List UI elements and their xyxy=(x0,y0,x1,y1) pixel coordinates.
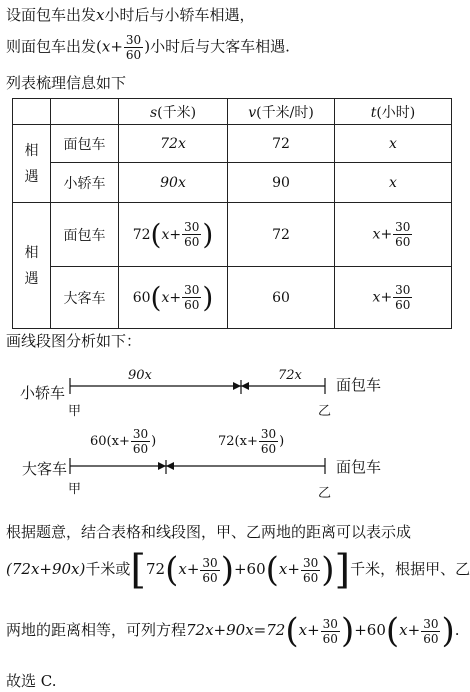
arrow-right-icon xyxy=(158,462,166,470)
cell-s: 90x xyxy=(119,163,228,203)
denominator: 60 xyxy=(423,631,439,646)
coef: 60 xyxy=(246,560,266,578)
paren-close: ) xyxy=(279,434,285,449)
diagram-intro: 画线段图分析如下： xyxy=(6,332,142,350)
numerator: 30 xyxy=(322,616,338,631)
plus-sign: + xyxy=(380,226,393,243)
paren-close: ) xyxy=(220,550,234,590)
cell-s xyxy=(119,267,228,329)
variable-x: x xyxy=(372,226,381,243)
plus-sign: + xyxy=(380,289,393,306)
cell-t xyxy=(335,203,452,267)
denominator: 60 xyxy=(184,298,200,312)
denominator: 60 xyxy=(395,298,411,312)
period: . xyxy=(454,621,460,639)
plus-sign: + xyxy=(407,621,421,639)
coef: 72 xyxy=(132,226,151,243)
fraction xyxy=(421,618,440,645)
bracket-close: ] xyxy=(334,547,351,593)
diagram1-right-label: 面包车 xyxy=(336,376,382,394)
table-header-row xyxy=(13,99,452,125)
paren-open: ( xyxy=(385,611,400,651)
plus-sign: + xyxy=(287,560,300,578)
group-label-1 xyxy=(13,125,51,203)
answer-line: 故选 C. xyxy=(6,672,57,690)
paren-open: ( xyxy=(150,280,162,314)
paren-open: ( xyxy=(265,550,279,590)
header-t-unit: (小时) xyxy=(376,104,416,121)
segment-expr: 72(x+ xyxy=(218,434,258,449)
cell-t: x xyxy=(335,125,452,163)
row-name: 大客车 xyxy=(51,267,119,329)
header-s-unit: (千米) xyxy=(157,104,197,121)
group-label-text: 相 遇 xyxy=(24,142,39,185)
numerator: 30 xyxy=(202,555,218,570)
conclusion-para-1: 根据题意，结合表格和线段图，甲、乙两地的距离可以表示成 xyxy=(6,523,412,541)
variable-x: x xyxy=(399,621,408,639)
row-name: 小轿车 xyxy=(51,163,119,203)
denominator: 60 xyxy=(132,442,149,456)
diagram2-start-label: 甲 xyxy=(68,482,82,497)
paren-close: ) xyxy=(202,280,214,314)
intro-line-1 xyxy=(6,4,255,25)
paren-open: ( xyxy=(150,217,162,251)
fraction xyxy=(321,618,340,645)
diagram1-left-label: 小轿车 xyxy=(20,384,66,402)
numerator: 30 xyxy=(395,220,411,234)
denominator: 60 xyxy=(260,442,277,456)
variable-x: x xyxy=(161,226,170,243)
diagram2-end-label: 乙 xyxy=(318,486,332,501)
cell-v: 90 xyxy=(228,163,335,203)
intro2-text-end: 小时后与大客车相遇. xyxy=(150,37,290,56)
row-name: 面包车 xyxy=(51,203,119,267)
conclusion-para-3 xyxy=(6,611,460,651)
paren-close: ) xyxy=(202,217,214,251)
group-label-text: 相 遇 xyxy=(24,244,39,287)
segment-label-90x: 90x xyxy=(128,368,152,383)
cell-v: 72 xyxy=(228,125,335,163)
diagram1-start-label: 甲 xyxy=(68,404,82,419)
conclusion-para-2 xyxy=(6,547,470,593)
paren-close: ) xyxy=(151,434,157,449)
plus-sign: + xyxy=(169,226,182,243)
table-row xyxy=(13,203,452,267)
fraction xyxy=(393,221,412,248)
plus-sign: + xyxy=(354,621,367,639)
arrow-left-icon xyxy=(166,462,174,470)
header-t-var: t xyxy=(370,104,377,121)
numerator: 30 xyxy=(184,220,200,234)
paren-close: ) xyxy=(340,611,355,651)
denominator: 60 xyxy=(202,570,218,585)
para2-end: 千米，根据甲、乙 xyxy=(350,560,470,578)
denominator: 60 xyxy=(184,235,200,249)
paren-close: ) xyxy=(321,550,335,590)
table-row xyxy=(13,163,452,203)
coef: 60 xyxy=(132,289,151,306)
numerator: 30 xyxy=(184,283,200,297)
denominator: 60 xyxy=(302,570,319,585)
cell-v: 60 xyxy=(228,267,335,329)
paren-close: ) xyxy=(144,37,151,56)
diagram2-right-label: 面包车 xyxy=(336,458,382,476)
paren-open: ( xyxy=(96,37,102,56)
cell-v: 72 xyxy=(228,203,335,267)
header-s-var: s xyxy=(149,104,158,121)
fraction xyxy=(124,34,143,61)
variable-x: x xyxy=(298,621,308,639)
paren-open: ( xyxy=(165,550,179,590)
paren-close: ) xyxy=(441,611,455,651)
diagram1-line xyxy=(0,370,456,410)
expression-sum: (72x+90x) xyxy=(6,560,86,578)
arrow-left-icon xyxy=(241,382,249,390)
cell-t: x xyxy=(335,163,452,203)
coef: 72 xyxy=(146,560,166,578)
denominator: 60 xyxy=(395,235,411,249)
cell-t xyxy=(335,267,452,329)
header-s xyxy=(119,99,228,125)
header-v-unit: (千米/时) xyxy=(256,104,314,121)
cell-s: 72x xyxy=(119,125,228,163)
para3-text: 两地的距离相等，可列方程 xyxy=(6,621,187,639)
fraction xyxy=(301,557,320,584)
plus-sign: + xyxy=(169,289,182,306)
intro-line-2 xyxy=(6,34,290,61)
plus-sign: + xyxy=(186,560,200,578)
numerator: 30 xyxy=(423,616,439,631)
variable-x: x xyxy=(101,37,111,56)
header-v xyxy=(228,99,335,125)
fraction xyxy=(182,284,201,311)
intro2-text: 则面包车出发 xyxy=(6,37,97,56)
header-v-var: v xyxy=(248,104,257,121)
intro-text-end: 小时后与小轿车相遇， xyxy=(104,6,255,24)
variable-x: x xyxy=(278,560,288,578)
paren-open: ( xyxy=(285,611,299,651)
info-table xyxy=(12,98,452,329)
numerator: 30 xyxy=(395,283,411,297)
header-t xyxy=(335,99,452,125)
row-name: 面包车 xyxy=(51,125,119,163)
variable-x: x xyxy=(372,289,381,306)
corner-cell-2 xyxy=(51,99,119,125)
numerator: 30 xyxy=(302,555,319,570)
arrow-right-icon xyxy=(233,382,241,390)
table-row xyxy=(13,267,452,329)
segment-expr: 60(x+ xyxy=(90,434,130,449)
numerator: 30 xyxy=(125,33,142,47)
coef: 60 xyxy=(366,621,386,639)
intro-text: 设面包车出发 xyxy=(6,6,97,24)
plus-sign: + xyxy=(110,37,123,56)
numerator: 30 xyxy=(132,427,149,441)
para2-mid: 千米或 xyxy=(85,560,131,578)
variable-x: x xyxy=(178,560,187,578)
diagram2-line xyxy=(0,450,456,490)
table-intro: 列表梳理信息如下 xyxy=(6,74,127,92)
denominator: 60 xyxy=(322,631,338,646)
diagram1-end-label: 乙 xyxy=(318,404,332,419)
group-label-2 xyxy=(13,203,51,329)
variable-x: x xyxy=(96,6,105,24)
variable-x: x xyxy=(161,289,170,306)
cell-s xyxy=(119,203,228,267)
fraction xyxy=(393,284,412,311)
diagram2-left-label: 大客车 xyxy=(22,460,68,478)
numerator: 30 xyxy=(260,427,277,441)
table-row xyxy=(13,125,452,163)
bracket-open: [ xyxy=(130,547,146,593)
corner-cell xyxy=(13,99,51,125)
fraction xyxy=(182,221,201,248)
plus-sign: + xyxy=(307,621,320,639)
fraction xyxy=(200,557,219,584)
plus-sign: + xyxy=(233,560,247,578)
segment-label-72x: 72x xyxy=(278,368,302,383)
equation-lhs: 72x+90x=72 xyxy=(186,621,286,639)
denominator: 60 xyxy=(125,48,142,62)
